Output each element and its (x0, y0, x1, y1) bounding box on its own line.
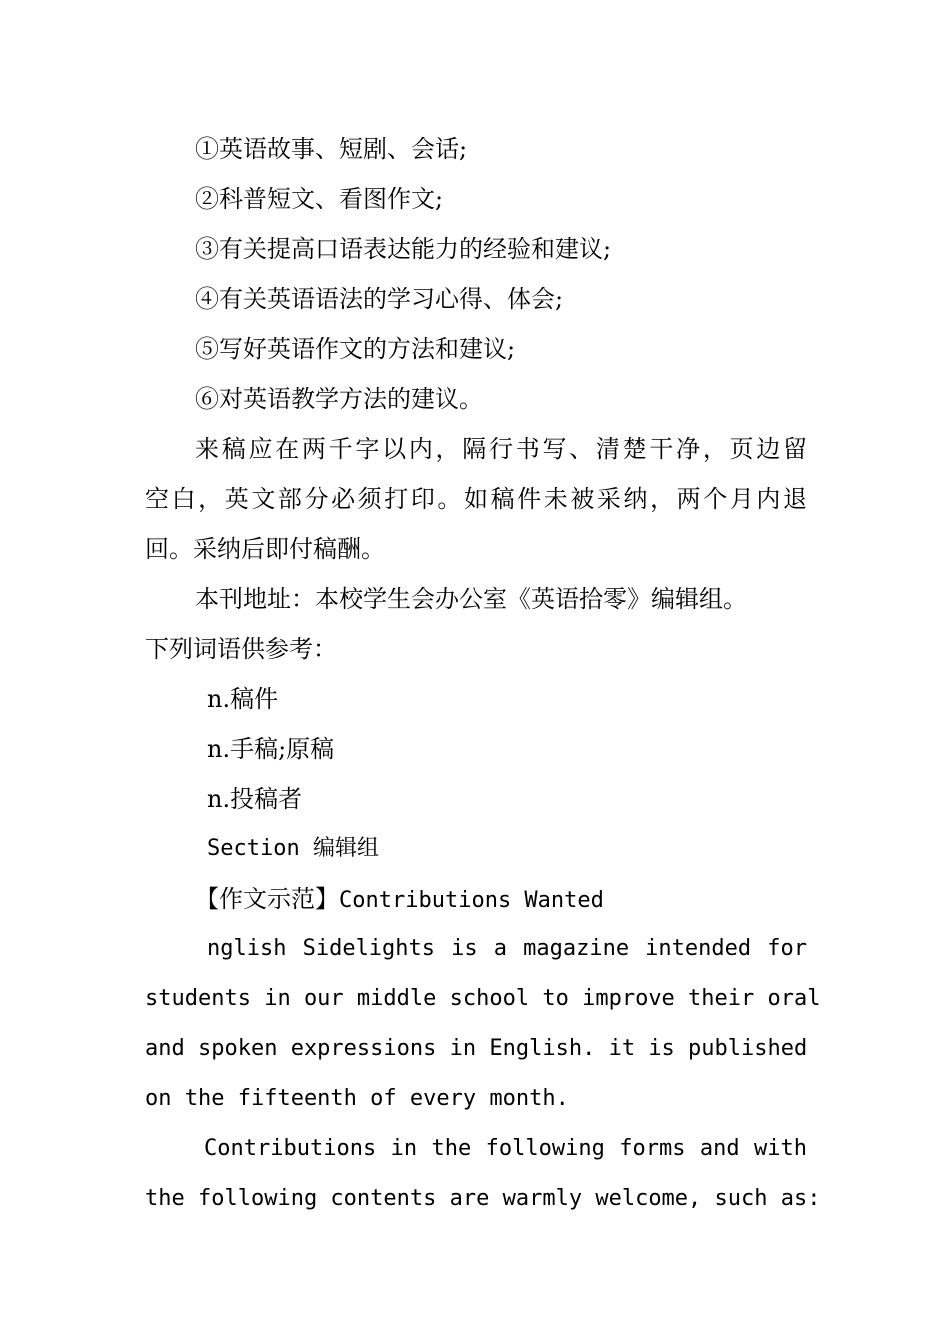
sample-heading-label: 【作文示范】 (195, 885, 339, 913)
paragraph-line: the following contents are warmly welcome, such as: (145, 1186, 821, 1211)
list-item: ⑤写好英语作文的方法和建议; (195, 335, 516, 363)
vocab-item: n.手稿;原稿 (207, 735, 335, 763)
paragraph-line: Contributions in the following forms and with (204, 1136, 807, 1161)
vocab-item: Section 编辑组 (207, 836, 379, 861)
paragraph-line: students in our middle school to improve their oral (145, 986, 821, 1011)
sample-heading-title: Contributions Wanted (339, 888, 604, 913)
list-item: ③有关提高口语表达能力的经验和建议; (195, 235, 612, 263)
list-item: ②科普短文、看图作文; (195, 185, 444, 213)
paragraph-line: and spoken expressions in English. it is published (145, 1036, 808, 1061)
list-item: ①英语故事、短剧、会话; (195, 135, 468, 163)
sample-heading (195, 874, 807, 924)
list-item: ④有关英语语法的学习心得、体会; (195, 285, 564, 313)
list-item: ⑥对英语教学方法的建议。 (195, 385, 483, 413)
vocab-item: n.稿件 (207, 685, 279, 713)
vocab-intro: 下列词语供参考： (145, 635, 337, 663)
requirements-line: 空白，英文部分必须打印。如稿件未被采纳，两个月内退 (145, 485, 807, 513)
vocab-item: n.投稿者 (207, 785, 303, 813)
requirements-line: 回。采纳后即付稿酬。 (145, 535, 385, 563)
requirements-line: 来稿应在两千字以内，隔行书写、清楚干净，页边留 (195, 435, 807, 463)
address-line: 本刊地址：本校学生会办公室《英语拾零》编辑组。 (195, 585, 747, 613)
paragraph-line: on the fifteenth of every month. (145, 1086, 569, 1111)
paragraph-line: nglish Sidelights is a magazine intended for (207, 936, 807, 961)
